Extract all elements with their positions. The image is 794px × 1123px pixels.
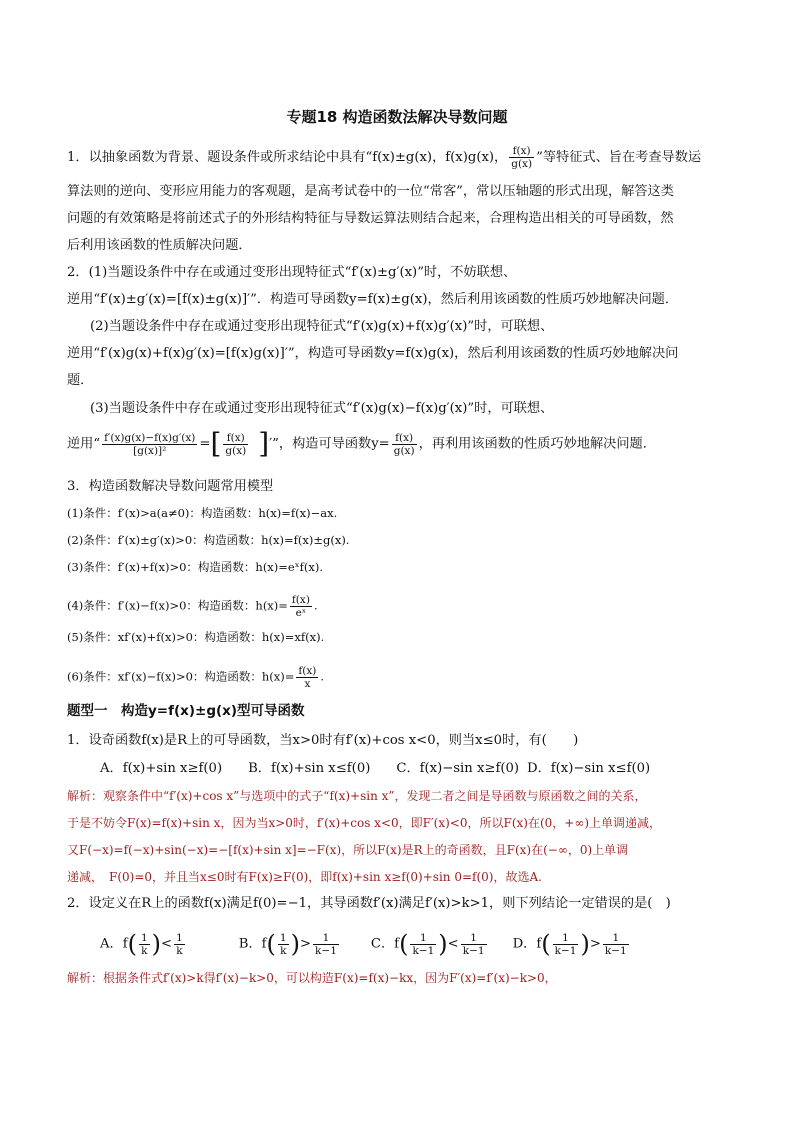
fraction xyxy=(278,932,289,957)
option-b xyxy=(239,930,341,958)
question-2-stem: 2．设定义在R上的函数f(x)满足f(0)=−1，其导函数f′(x)满足f′(x)>k>1，则下列结论一定错误的是( ) xyxy=(67,896,671,911)
intro2-line-6: (3)当题设条件中存在或通过变形出现特征式“f′(x)g(x)−f(x)g′(x)”时，可联想、 xyxy=(90,401,554,416)
intro-line-3: 问题的有效策略是将前述式子的外形结构特征与导数运算法则结合起来，合理构造出相关的可导函数，然 xyxy=(67,211,674,226)
fraction-numerator: f(x) xyxy=(509,145,534,158)
right-paren: ) xyxy=(580,930,590,958)
fraction-denominator: eˣ xyxy=(295,607,307,619)
fraction-numerator: 1 xyxy=(603,932,629,945)
text: (6)条件：xf′(x)−f(x)>0：构造函数：h(x)= xyxy=(67,669,295,684)
text: ′”，构造可导函数y= xyxy=(269,436,390,452)
question-1-stem: 1．设奇函数f(x)是R上的可导函数，当x>0时有f′(x)+cos x<0，则当x≤0时，有( ) xyxy=(67,733,579,748)
fraction xyxy=(313,932,339,957)
fraction-denominator: k−1 xyxy=(412,944,435,957)
relation: > xyxy=(589,936,601,952)
models-heading: 3．构造函数解决导数问题常用模型 xyxy=(67,479,274,494)
fraction-denominator: k−1 xyxy=(462,944,485,957)
fraction xyxy=(174,932,185,957)
left-paren: ( xyxy=(541,930,551,958)
option-label: B．f xyxy=(238,936,267,952)
fraction-denominator: g(x) xyxy=(225,444,247,457)
relation: < xyxy=(161,936,173,952)
fraction-numerator: f(x) xyxy=(291,594,310,606)
intro2-line-5: 题． xyxy=(67,373,94,388)
fraction-denominator: k xyxy=(176,944,183,957)
equals-sign: = xyxy=(199,436,211,452)
fraction-denominator: k−1 xyxy=(604,944,627,957)
fraction-numerator: f′(x)g(x)−f(x)g′(x) xyxy=(104,431,196,444)
model-item-1: (1)条件：f′(x)>a(a≠0)：构造函数：h(x)=f(x)−ax. xyxy=(67,506,338,520)
fraction xyxy=(603,932,629,957)
intro2-line-4: 逆用“f′(x)g(x)+f(x)g′(x)=[f(x)g(x)]′”，构造可导函数y=f(x)g(x)，然后利用该函数的性质巧妙地解决问 xyxy=(67,346,679,361)
fraction-numerator: 1 xyxy=(279,931,287,944)
fraction-denominator: k xyxy=(280,944,287,957)
intro-text: ”等特征式、旨在考查导数运 xyxy=(536,150,702,165)
right-paren: ) xyxy=(151,930,162,958)
fraction-denominator: [g(x)]² xyxy=(133,444,167,457)
option-a: A．f(x)+sin x≥f(0) xyxy=(100,761,223,776)
page-title: 专题18 构造函数法解决导数问题 xyxy=(286,108,508,126)
fraction xyxy=(139,932,150,957)
fraction xyxy=(392,432,417,457)
question-2-options xyxy=(100,930,657,958)
intro2-line-2: 逆用“f′(x)±g′(x)=[f(x)±g(x)]′”．构造可导函数y=f(x)±g(x)，然后利用该函数的性质巧妙地解决问题． xyxy=(67,292,679,307)
intro-line-1 xyxy=(67,145,701,170)
solution-1-line-4: 递减， F(0)=0，并且当x≤0时有F(x)≥F(0)，即f(x)+sin x≥f(0)+sin 0=f(0)，故选A. xyxy=(67,870,542,884)
quotient-rule-line xyxy=(67,427,656,460)
option-d xyxy=(513,930,631,958)
fraction-numerator: 1 xyxy=(410,932,436,945)
fraction-denominator: k−1 xyxy=(554,944,577,957)
fraction-numerator: 1 xyxy=(176,931,183,944)
solution-1-line-2: 于是不妨令F(x)=f(x)+sin x，因为当x>0时，f′(x)+cos x<0，即F′(x)<0，所以F(x)在(0，+∞)上单调递减， xyxy=(67,816,662,830)
fraction-denominator: x xyxy=(304,678,311,690)
fraction-numerator: f(x) xyxy=(392,432,417,445)
fraction-numerator: 1 xyxy=(461,932,487,945)
solution-2-line-1: 解析：根据条件式f′(x)>k得f′(x)−k>0，可以构造F(x)=f(x)−kx，因为F′(x)=f′(x)−k>0， xyxy=(67,971,557,985)
question-1-options xyxy=(100,760,676,778)
intro-text: 1．以抽象函数为背景、题设条件或所求结论中具有“f(x)±g(x)，f(x)g(x)， xyxy=(67,150,508,165)
option-label: A．f xyxy=(100,936,128,952)
option-label: C．f xyxy=(370,936,400,952)
fraction xyxy=(410,932,436,957)
fraction xyxy=(223,432,248,457)
fraction xyxy=(290,594,312,619)
left-paren: ( xyxy=(266,930,276,958)
model-item-2: (2)条件：f′(x)±g′(x)>0：构造函数：h(x)=f(x)±g(x). xyxy=(67,533,350,547)
left-paren: ( xyxy=(399,930,409,958)
fraction-numerator: 1 xyxy=(553,932,579,945)
solution-1-line-3: 又F(−x)=f(−x)+sin(−x)=−[f(x)+sin x]=−F(x)，所以F(x)是R上的奇函数，且F(x)在(−∞，0)上单调 xyxy=(67,843,629,857)
right-bracket: ] xyxy=(258,427,270,460)
fraction-numerator: f(x) xyxy=(223,432,248,445)
intro-line-4: 后利用该函数的性质解决问题． xyxy=(67,238,252,253)
model-item-3: (3)条件：f′(x)+f(x)>0：构造函数：h(x)=eˣf(x). xyxy=(67,560,323,574)
relation: > xyxy=(299,936,312,952)
solution-1-line-1: 解析：观察条件中“f′(x)+cos x”与选项中的式子“f(x)+sin x”，发现二者之间是导函数与原函数之间的关系， xyxy=(67,789,647,803)
fraction xyxy=(553,932,579,957)
option-d: D．f(x)−sin x≤f(0) xyxy=(527,761,651,776)
left-bracket: [ xyxy=(210,427,222,460)
fraction-denominator: k−1 xyxy=(315,944,337,957)
intro-line-2: 算法则的逆向、变形应用能力的客观题，是高考试卷中的一位“常客”，常以压轴题的形式出现，解答这类 xyxy=(67,184,674,199)
option-label: D．f xyxy=(512,936,542,952)
section-heading: 题型一 构造y=f(x)±g(x)型可导函数 xyxy=(67,703,305,719)
fraction-numerator: 1 xyxy=(313,932,339,945)
right-paren: ) xyxy=(438,930,448,958)
fraction xyxy=(509,145,534,170)
fraction-denominator: g(x) xyxy=(393,444,415,457)
text: 逆用“ xyxy=(67,436,101,452)
left-paren: ( xyxy=(127,930,137,958)
intro2-line-3: (2)当题设条件中存在或通过变形出现特征式“f′(x)g(x)+f(x)g′(x)”时，可联想、 xyxy=(90,319,554,334)
option-c xyxy=(371,930,489,958)
option-b: B．f(x)+sin x≤f(0) xyxy=(248,761,371,776)
fraction xyxy=(461,932,487,957)
fraction-numerator: f(x) xyxy=(298,665,317,677)
right-paren: ) xyxy=(290,930,300,958)
text: ，再利用该函数的性质巧妙地解决问题． xyxy=(418,436,656,452)
option-a xyxy=(100,930,187,958)
fraction xyxy=(102,432,197,457)
text: (4)条件：f′(x)−f(x)>0：构造函数：h(x)= xyxy=(67,598,288,613)
model-item-6: (6)条件：xf′(x)−f(x)>0：构造函数：h(x)= $\frac{f(x)}{x}$ . xyxy=(67,665,325,690)
relation: < xyxy=(447,936,459,952)
fraction xyxy=(296,665,318,690)
model-item-4: (4)条件：f′(x)−f(x)>0：构造函数：h(x)= $\frac{f(x)}{\text{eˣ}}$ . xyxy=(67,594,318,619)
intro2-line-1: 2．(1)当题设条件中存在或通过变形出现特征式“f′(x)±g′(x)”时，不妨联想、 xyxy=(67,265,517,280)
fraction-denominator: g(x) xyxy=(511,158,533,170)
fraction-denominator: k xyxy=(141,944,148,957)
fraction-numerator: 1 xyxy=(140,931,148,944)
option-c: C．f(x)−sin x≥f(0) xyxy=(396,761,520,776)
model-item-5: (5)条件：xf′(x)+f(x)>0：构造函数：h(x)=xf(x). xyxy=(67,630,325,644)
